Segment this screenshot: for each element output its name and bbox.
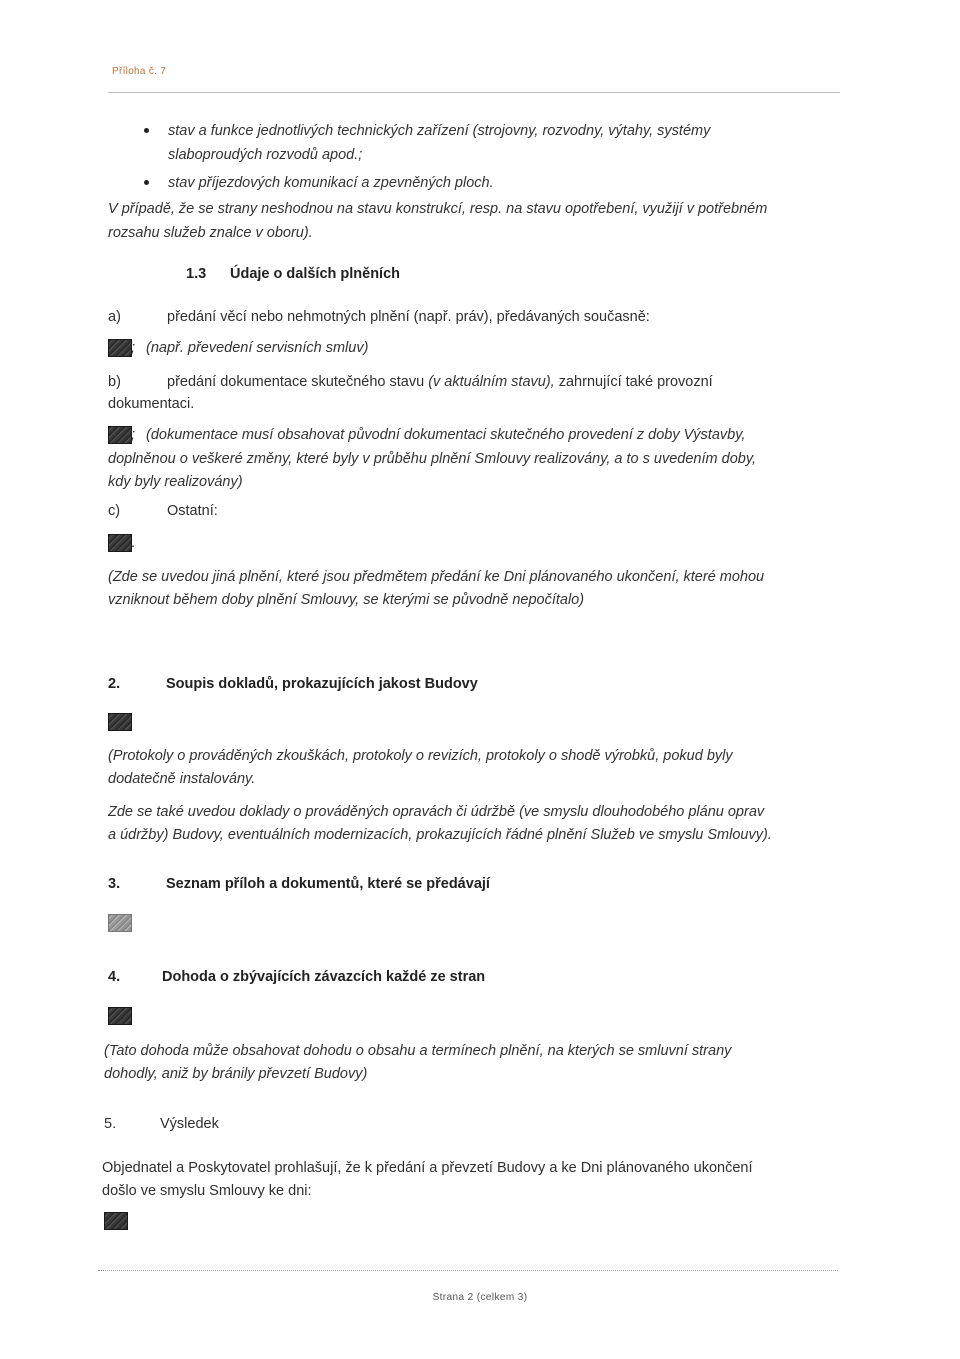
section-4-note-line-1: (Tato dohoda může obsahovat dohodu o obsahu a termínech plnění, na kterých se smluvní strany [104, 1043, 732, 1059]
item-b-note-line-3: kdy byly realizovány) [108, 474, 243, 490]
section-4-title: Dohoda o zbývajících závazcích každé ze stran [162, 969, 486, 985]
section-2-title: Soupis dokladů, prokazujících jakost Budovy [166, 676, 478, 692]
redacted-block [104, 1212, 128, 1230]
section-5-line-1: Objednatel a Poskytovatel prohlašují, že k předání a převzetí Budovy a ke Dni plánovaného ukončení [102, 1160, 753, 1176]
case-note-line-2: rozsahu služeb znalce v oboru). [108, 225, 313, 241]
bullet-dot [144, 180, 149, 185]
item-b-note-line-1: (dokumentace musí obsahovat původní dokumentaci skutečného provedení z doby Výstavby, [146, 427, 746, 443]
bullet-2-line-1: stav příjezdových komunikací a zpevněných ploch. [168, 175, 494, 191]
redacted-block [108, 1007, 132, 1025]
bullet-1-line-1: stav a funkce jednotlivých technických zařízení (strojovny, rozvodny, výtahy, systémy [168, 123, 711, 139]
section-5-title: Výsledek [160, 1116, 219, 1132]
page-number: Strana 2 (celkem 3) [432, 1292, 528, 1303]
section-2-number: 2. [108, 676, 121, 692]
footer-rule [98, 1270, 838, 1271]
item-b-note-line-2: doplněnou o veškeré změny, které byly v průběhu plnění Smlouvy realizovány, a to s uvedením doby, [108, 451, 757, 467]
section-1-3-number: 1.3 [186, 266, 207, 282]
section-3-title: Seznam příloh a dokumentů, které se předávají [166, 876, 490, 892]
section-2-note-2-line-2: a údržby) Budovy, eventuálních modernizacích, prokazujících řádné plnění Služeb ve smyslu Smlouvy). [108, 827, 772, 843]
bullet-dot [144, 128, 149, 133]
redacted-block [108, 713, 132, 731]
section-2-note-1-line-1: (Protokoly o prováděných zkouškách, protokoly o revizích, protokoly o shodě výrobků, pokud byly [108, 748, 733, 764]
item-c-note-line-1: (Zde se uvedou jiná plnění, které jsou předmětem předání ke Dni plánovaného ukončení, které mohou [108, 569, 765, 585]
item-b-label: b) [108, 374, 121, 390]
item-b-line-1-start: předání dokumentace skutečného stavu [167, 374, 425, 390]
section-4-note-line-2: dohodly, aniž by bránily převzetí Budovy) [104, 1066, 368, 1082]
section-5-number: 5. [104, 1116, 117, 1132]
section-1-3-title: Údaje o dalších plněních [230, 266, 401, 282]
item-a-note-separator: ; [131, 340, 136, 356]
item-b-line-2: dokumentaci. [108, 396, 195, 412]
redacted-block [108, 914, 132, 932]
item-c-after-redact: . [131, 535, 136, 551]
redacted-block [108, 339, 132, 357]
page-header-label: Příloha č. 7 [112, 66, 167, 77]
header-rule [108, 92, 840, 93]
section-2-note-2-line-1: Zde se také uvedou doklady o prováděných opravách či údržbě (ve smyslu dlouhodobého plánu oprav [108, 804, 765, 820]
case-note-line-1: V případě, že se strany neshodnou na stavu konstrukcí, resp. na stavu opotřebení, využijí v potřebném [108, 201, 768, 217]
item-a-label: a) [108, 309, 121, 325]
item-a-text: předání věcí nebo nehmotných plnění (např. práv), předávaných současně: [167, 309, 650, 325]
item-c-label: c) [108, 503, 121, 519]
section-5-line-2: došlo ve smyslu Smlouvy ke dni: [102, 1183, 312, 1199]
item-b-line-1-end: zahrnující také provozní [558, 374, 713, 390]
item-b-note-separator: ; [131, 427, 136, 443]
bullet-1-line-2: slaboproudých rozvodů apod.; [168, 147, 363, 163]
item-b-line-1 [167, 374, 713, 390]
section-2-note-1-line-2: dodatečně instalovány. [108, 771, 256, 787]
item-c-text: Ostatní: [167, 503, 218, 519]
section-4-number: 4. [108, 969, 121, 985]
item-c-note-line-2: vzniknout během doby plnění Smlouvy, se kterými se původně nepočítalo) [108, 592, 585, 608]
redacted-block [108, 534, 132, 552]
section-3-number: 3. [108, 876, 121, 892]
item-b-line-1-italic: (v aktuálním stavu), [428, 374, 555, 390]
redacted-block [108, 426, 132, 444]
item-a-note: (např. převedení servisních smluv) [146, 340, 369, 356]
